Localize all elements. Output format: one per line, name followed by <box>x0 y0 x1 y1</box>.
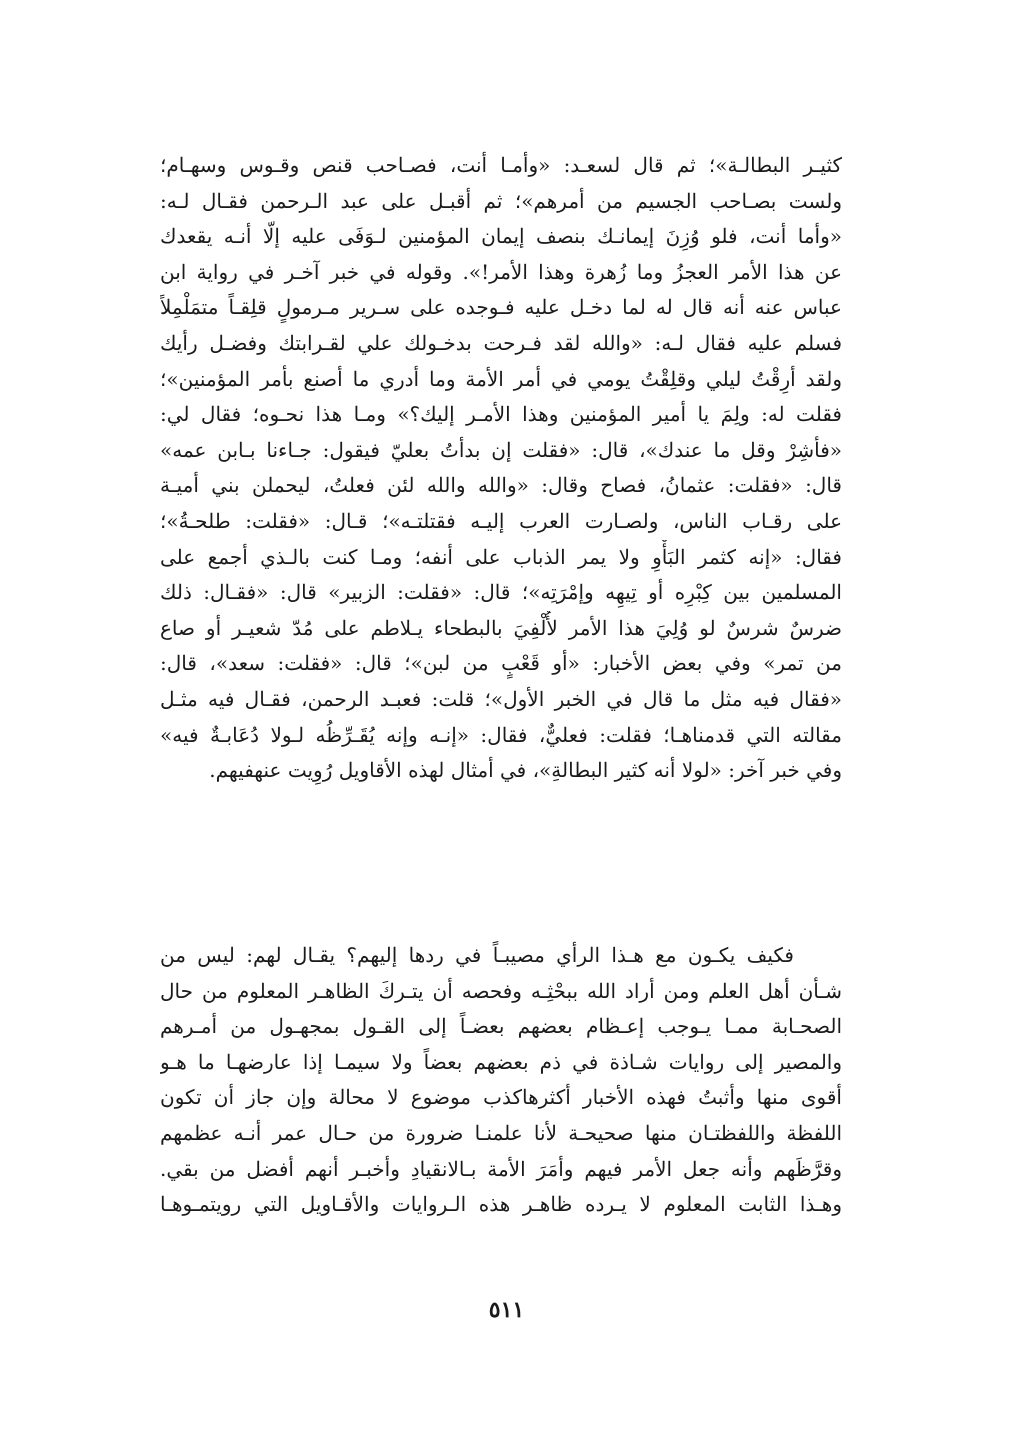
text-line: الصحـابة ممـا يـوجب إعـظام بعضهم بعضـاً إلى القـول بمجهـول من أمـرهم <box>160 1014 842 1039</box>
text-line: ولست بصـاحب الجسيم من أمرهم»؛ ثم أقبـل على عبد الـرحمن فقـال لـه: <box>160 188 842 213</box>
text-line: ولقد أرِقْتُ ليلي وقلِقْتُ يومي في أمر الأمة وما أدري ما أصنع بأمر المؤمنين»؛ <box>160 366 842 391</box>
text-line: اللفظة واللفظتـان منها صحيحـة لأنا علمنـا ضرورة من حـال عمر أنـه عظمهم <box>160 1120 842 1145</box>
paragraph-2 <box>160 938 842 1223</box>
text-line: عباس عنه أنه قال له لما دخـل عليه فـوجده على سـرير مـرمولٍ قلِقـاً متمَلْمِلاً <box>160 295 842 320</box>
text-line: كثيـر البطالـة»؛ ثم قال لسعـد: «وأمـا أنت، فصـاحب قنص وقـوس وسهـام؛ <box>160 153 842 177</box>
text-line: وفي خبر آخر: «لولا أنه كثير البطالةِ»، في أمثال لهذه الأقاويل رُوِيت عنهفيهم. <box>209 758 842 783</box>
text-line: قال: «فقلت: عثمانُ، فصاح وقال: «والله والله لئن فعلتُ، ليحملن بني أميـة <box>160 473 842 498</box>
page-number: ٥١١ <box>488 1297 525 1323</box>
text-line: على رقـاب الناس، ولصـارت العرب إليـه فقتلتـه»؛ قـال: «فقلت: طلحـةُ»؛ <box>160 508 842 533</box>
text-line: وقرَّظَهم وأنه جعل الأمر فيهم وأمَرَ الأمة بـالانقيادِ وأخبـر أنهم أفضل من بقي. <box>160 1156 842 1181</box>
text-line: المسلمين بين كِبْرِه أو تِيهِه وإمْرَتِه»؛ قال: «فقلت: الزبير» قال: «فقـال: ذلك <box>160 580 842 605</box>
text-line: فقلت له: ولِمَ يا أمير المؤمنين وهذا الأمـر إليك؟» ومـا هذا نحـوه؛ فقال لي: <box>160 402 842 427</box>
text-line: فسلم عليه فقال لـه: «والله لقد فـرحت بدخـولك علي لقـرابتك وفضـل رأيك <box>160 330 842 355</box>
text-line: فقال: «إنه كثمر البَأْوِ ولا يمر الذباب على أنفه؛ ومـا كنت بالـذي أجمع على <box>160 544 842 569</box>
text-line: عن هذا الأمر العجزُ وما زُهرة وهذا الأمر!». وقوله في خبر آخـر في رواية ابن <box>160 259 842 284</box>
text-line: شـأن أهل العلم ومن أراد الله ببحْثِـه وفحصه أن يتـركَ الظاهـر المعلوم من حال <box>160 978 842 1003</box>
text-line: مقالته التي قدمناهـا؛ فقلت: فعليٌّ، فقال: «إنـه وإنه يُقَـرِّظُه لـولا دُعَابـةٌ فيه» <box>160 722 842 747</box>
text-line: وهـذا الثابت المعلوم لا يـرده ظاهـر هذه الـروايات والأقـاويل التي رويتمـوهـا <box>160 1192 842 1217</box>
text-line: من تمر» وفي بعض الأخبار: «أو قَعْبٍ من لبن»؛ قال: «فقلت: سعد»، قال: <box>160 651 842 676</box>
text-line: «وأما أنت، فلو وُزِنَ إيمانـك بنصف إيمان المؤمنين لـوَفَى عليه إلّا أنـه يقعدك <box>160 224 842 249</box>
paragraph-1 <box>160 148 842 789</box>
text-line: ضرسٌ شرسٌ لو وُلِيَ هذا الأمر لأُلْفِيَ بالبطحاء يـلاطم على مُدّ شعيـر أو صاع <box>160 615 842 640</box>
text-line: «فأشِرْ وقل ما عندك»، قال: «فقلت إن بدأتُ بعليّ فيقول: جـاءنا بـابن عمه» <box>160 437 842 462</box>
text-line: أقوى منها وأثبتُ فهذه الأخبار أكثرهاكذب موضوع لا محالة وإن جاز أن تكون <box>160 1085 842 1110</box>
text-line: «فقال فيه مثل ما قال في الخبر الأول»؛ قلت: فعبـد الرحمن، فقـال فيه مثـل <box>160 686 842 711</box>
text-line: والمصير إلى روايات شـاذة في ذم بعضهم بعضاً ولا سيمـا إذا عارضهـا ما هـو <box>160 1049 842 1074</box>
text-line: فكيف يكـون مع هـذا الرأي مصيبـاً في ردها إليهم؟ يقـال لهم: ليس من <box>160 943 794 967</box>
